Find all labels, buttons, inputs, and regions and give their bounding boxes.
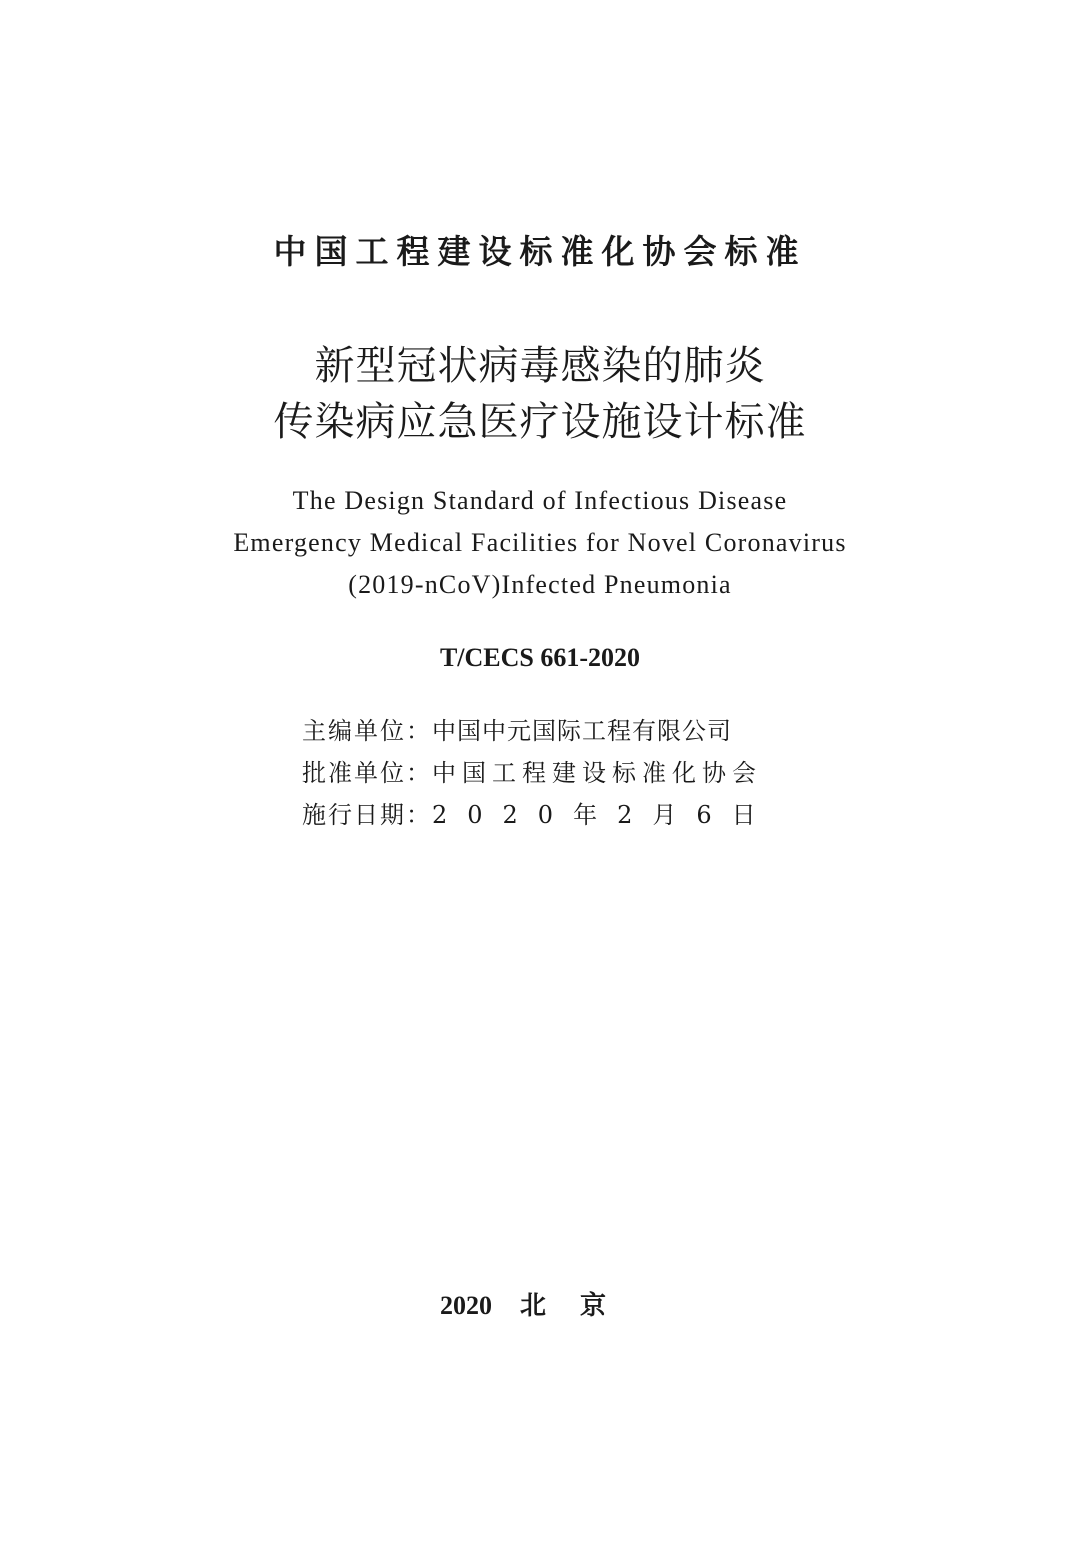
approver-value: 中国工程建设标准化协会 — [432, 759, 762, 787]
imprint — [0, 1288, 1080, 1324]
imprint-year: 2020 — [439, 1291, 492, 1320]
title-cn-line-2: 传染病应急医疗设施设计标准 — [273, 399, 807, 445]
title-cn-line-1: 新型冠状病毒感染的肺炎 — [314, 343, 766, 389]
editor-label: 主编单位： — [302, 717, 432, 745]
approver-row — [302, 752, 762, 794]
approver-label: 批准单位： — [302, 759, 432, 787]
editor-row — [302, 710, 732, 752]
title-en-line-2: Emergency Medical Facilities for Novel Coronavirus — [233, 528, 847, 557]
effective-date-label: 施行日期： — [302, 801, 432, 829]
effective-date-row — [302, 794, 776, 836]
effective-date-value: 2020年2月6日 — [432, 801, 776, 829]
title-en-line-1: The Design Standard of Infectious Disease — [292, 486, 788, 515]
title-en-line-3: (2019-nCoV)Infected Pneumonia — [348, 570, 732, 599]
organization-header: 中国工程建设标准化协会标准 — [273, 232, 807, 271]
editor-value: 中国中元国际工程有限公司 — [432, 717, 732, 745]
imprint-city: 北京 — [519, 1291, 640, 1320]
standard-code: T/CECS 661-2020 — [439, 643, 641, 672]
